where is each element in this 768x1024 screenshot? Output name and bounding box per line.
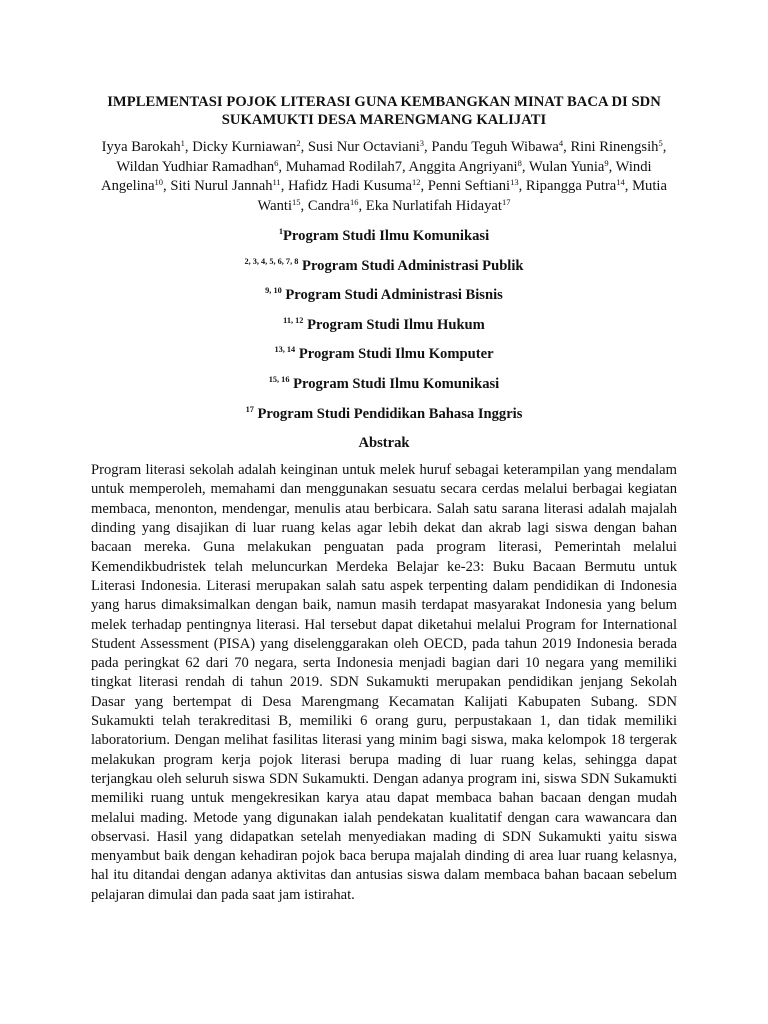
author-name: Iyya Barokah	[101, 139, 181, 155]
affiliation-name: Program Studi Ilmu Komunikasi	[289, 375, 500, 392]
author-name: Dicky Kurniawan	[192, 139, 297, 155]
author-affiliation-number: 5	[658, 138, 663, 148]
author	[366, 198, 511, 214]
author-affiliation-number: 10	[154, 177, 164, 187]
author-affiliation-number: 13	[510, 177, 519, 187]
author	[431, 139, 563, 155]
paper-title-line-2: SUKAMUKTI DESA MARENGMANG KALIJATI	[221, 112, 547, 128]
author	[529, 159, 609, 175]
affiliation-numbers: 1	[278, 227, 284, 236]
author	[116, 159, 278, 175]
author-affiliation-number: 16	[350, 196, 359, 207]
author-name: Pandu Teguh Wibawa	[431, 139, 559, 155]
author-name: Anggita Angriyani	[408, 158, 518, 175]
author-affiliation-number: 2	[296, 138, 301, 148]
author-affiliation-number: 15	[292, 196, 301, 207]
author-affiliation-number: 1	[180, 138, 185, 148]
author-name: Susi Nur Octaviani	[307, 139, 420, 155]
author	[409, 159, 522, 175]
author	[308, 198, 359, 214]
author	[288, 178, 421, 194]
affiliation	[91, 376, 677, 406]
author	[570, 139, 662, 155]
paper-title-line-1: IMPLEMENTASI POJOK LITERASI GUNA KEMBANGKAN MINAT BACA DI SDN	[107, 94, 661, 110]
author-affiliation-number: 3	[419, 138, 425, 148]
author-name: Mutia Wanti	[257, 178, 667, 214]
affiliation-numbers: 13, 14	[274, 345, 296, 355]
affiliation-numbers: 2, 3, 4, 5, 6, 7, 8	[244, 256, 299, 266]
author-affiliation-number: 11	[272, 177, 281, 187]
affiliation-list	[91, 228, 677, 435]
affiliation-numbers: 17	[245, 404, 254, 414]
author-name: Rini Rinengsih	[570, 139, 659, 155]
affiliation	[91, 258, 677, 288]
author	[308, 139, 424, 155]
affiliation-name: Program Studi Ilmu Komputer	[295, 346, 494, 363]
affiliation-name: Program Studi Ilmu Komunikasi	[283, 228, 490, 244]
abstract-heading: Abstrak	[358, 435, 410, 452]
affiliation	[91, 228, 677, 258]
author-affiliation-number: 9	[604, 157, 609, 168]
author-name: Candra	[307, 197, 350, 214]
author-list: Iyya Barokah$^1$, Dicky Kurniawan$^2$, Susi Nur Octaviani$^3$, Pandu Teguh Wibawa$^4$, Rini Rinengsih$^5$, Wildan Yudhiar Ramadhan$^6$, Muhamad Rodilah7, Anggita Angriyani$^8$, Wulan Yunia$^9$, Windi Angelina$^{10}$, Siti Nurul Jannah$^{11}$, Hafidz Hadi Kusuma$^{12}$, Penni Seftiani$^{13}$, Ripangga Putra$^{14}$, Mutia Wanti$^{15}$, Candra$^{16}$, Eka Nurlatifah Hidayat$^{17}$	[101, 138, 667, 214]
author	[170, 178, 280, 194]
author-name: Muhamad Rodilah7	[285, 158, 403, 175]
author-affiliation-number: 6	[274, 157, 279, 168]
author-name: Eka Nurlatifah Hidayat	[365, 197, 502, 214]
author-name: Siti Nurul Jannah	[170, 178, 273, 194]
author-name: Wildan Yudhiar Ramadhan	[116, 158, 275, 175]
author-name: Wulan Yunia	[528, 158, 605, 175]
affiliation-numbers: 9, 10	[265, 286, 282, 296]
author-name: Ripangga Putra	[525, 178, 617, 194]
author	[192, 139, 300, 155]
affiliation	[91, 346, 677, 376]
author	[526, 178, 625, 194]
author-name: Hafidz Hadi Kusuma	[287, 178, 412, 194]
affiliation-name: Program Studi Pendidikan Bahasa Inggris	[253, 405, 523, 422]
author	[102, 139, 185, 155]
author-name: Penni Seftiani	[427, 178, 511, 194]
author-affiliation-number: 12	[412, 177, 421, 187]
author-affiliation-number: 8	[517, 157, 522, 168]
affiliation-name: Program Studi Administrasi Publik	[298, 257, 524, 274]
affiliation-numbers: 15, 16	[268, 374, 290, 384]
author	[428, 178, 519, 194]
abstract-body: Program literasi sekolah adalah keinginan untuk melek huruf sebagai keterampilan yang mendalam untuk memperoleh, memahami dan menggunakan sesuatu secara cerdas melalui berbagai kegiatan membaca, menonton, mendengar, menulis atau berbicara. Salah satu sarana literasi adalah majalah dinding yang disajikan di luar ruang kelas agar lebih dekat dan akrab lagi siswa dengan bahan bacaan mereka. Guna melakukan penguatan pada program literasi, Pemerintah melalui Kemendikbudristek telah meluncurkan Merdeka Belajar ke-23: Buku Bacaan Bermutu untuk Literasi Indonesia. Literasi merupakan salah satu aspek terpenting dalam pendidikan di Indonesia yang harus dimaksimalkan dengan baik, namun masih terdapat masyarakat Indonesia yang belum melek terhadap pentingnya literasi. Hal tersebut dapat diketahui melalui Program for International Student Assessment (PISA) yang diselenggarakan oleh OECD, pada tahun 2019 Indonesia berada pada peringkat 62 dari 70 negara, serta Indonesia menjadi bagian dari 10 negara yang memiliki tingkat literasi rendah di tahun 2019. SDN Sukamukti merupakan pendidikan jenjang Sekolah Dasar yang bertempat di Desa Marengmang Kecamatan Kalijati Kabupaten Subang. SDN Sukamukti telah terakreditasi B, memiliki 6 orang guru, perpustakaan 1, dan tidak memiliki laboratorium. Dengan melihat fasilitas literasi yang minim bagi siswa, maka kelompok 18 tergerak melakukan program kerja pojok literasi berupa mading di luar ruang kelas, sehingga dapat terjangkau oleh seluruh siswa SDN Sukamukti. Dengan adanya program ini, siswa SDN Sukamukti memiliki ruang untuk mengekresikan karya atau dapat membaca bahan bacaan dengan mudah melalui mading. Metode yang digunakan ialah pendekatan kualitatif dengan cara wawancara dan observasi. Hasil yang didapatkan setelah menyediakan mading di SDN Sukamukti yaitu siswa menyambut baik dengan kehadiran pojok baca berupa majalah dinding di area luar ruang kelasnya, hal itu ditandai dengan adanya aktivitas dan antusias siswa dalam membaca bahan bacaan sebelum pelajaran dimulai dan pada saat jam istirahat.	[91, 462, 677, 903]
affiliation	[91, 317, 677, 347]
author-affiliation-number: 17	[501, 196, 511, 207]
affiliation-name: Program Studi Ilmu Hukum	[303, 316, 485, 333]
author-name: Windi Angelina	[101, 158, 652, 194]
affiliation	[91, 406, 677, 436]
affiliation-name: Program Studi Administrasi Bisnis	[281, 287, 503, 304]
author	[286, 159, 402, 175]
author-affiliation-number: 4	[558, 138, 564, 148]
affiliation-numbers: 11, 12	[283, 315, 304, 325]
paper-title	[91, 93, 677, 129]
author-affiliation-number: 14	[616, 177, 625, 187]
affiliation	[91, 287, 677, 317]
